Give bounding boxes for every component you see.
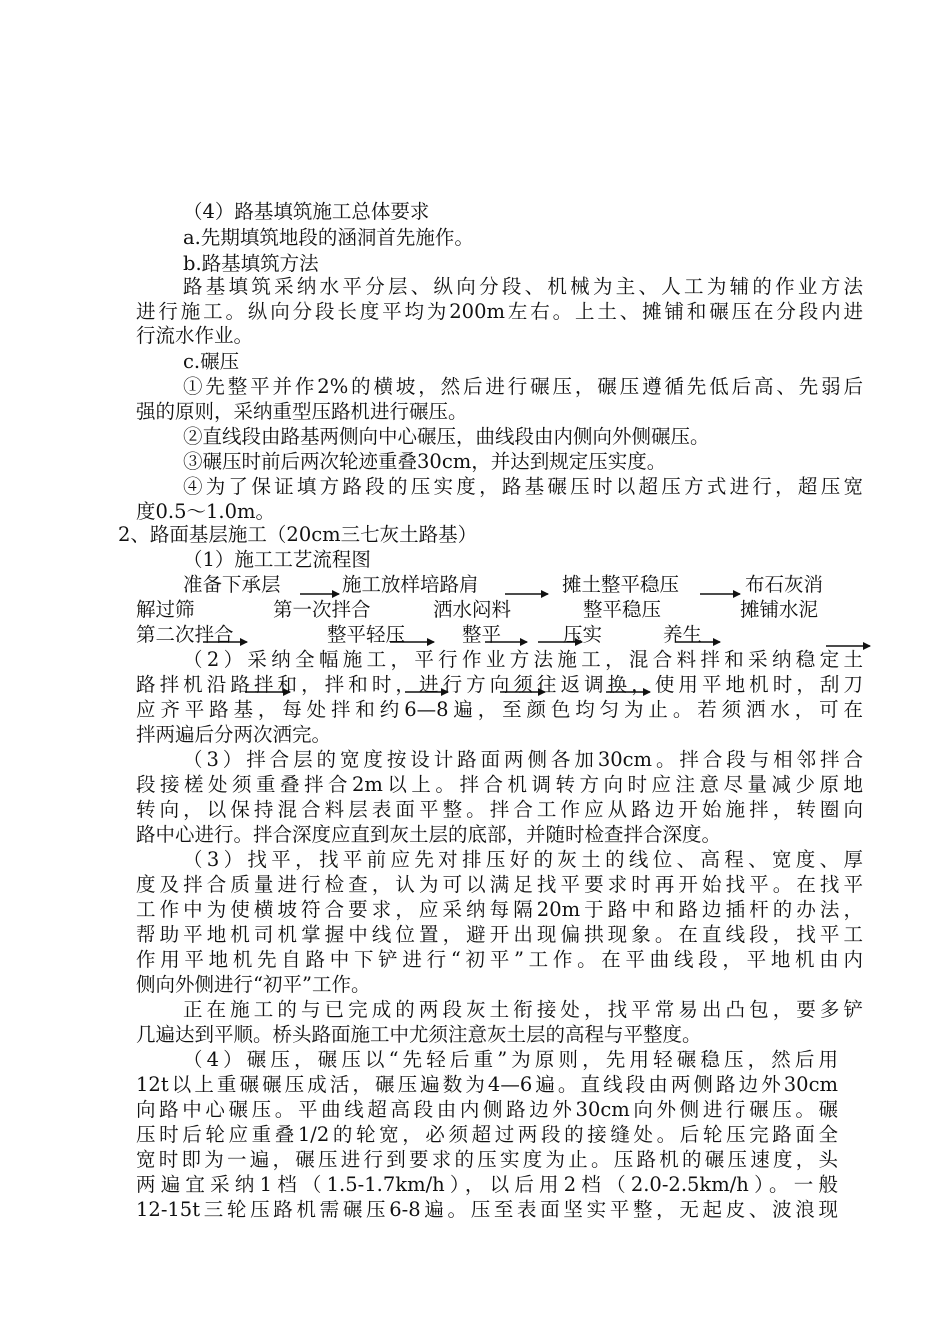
- flow-step: 压实: [563, 623, 603, 646]
- text-line: 转向，以保持混合料层表面平整。拌合工作应从路边开始施拌，转圈向: [136, 798, 863, 821]
- text-line: 侧向外侧进行“初平”工作。: [136, 973, 371, 996]
- flow-step: 摊土整平稳压: [562, 573, 680, 596]
- flow-step: 整平稳压: [583, 598, 662, 621]
- text-line: 应齐平路基，每处拌和约6—8遍，至颜色均匀为止。若须洒水，可在: [136, 698, 863, 721]
- text-line: ②直线段由路基两侧向中心碾压，曲线段由内侧向外侧碾压。: [183, 425, 710, 448]
- text-line: ③碾压时前后两次轮迹重叠30cm，并达到规定压实度。: [183, 450, 667, 473]
- flow-step: 摊铺水泥: [740, 598, 819, 621]
- item-c: c.碾压: [183, 350, 240, 373]
- text-line: （3）拌合层的宽度按设计路面两侧各加30cm。拌合段与相邻拌合: [183, 748, 863, 771]
- text-line: 正在施工的与已完成的两段灰土衔接处，找平常易出凸包，要多铲: [183, 998, 863, 1021]
- text-line: 帮助平地机司机掌握中线位置，避开出现偏拱现象。在直线段，找平工: [136, 923, 863, 946]
- flow-step: 布石灰消: [745, 573, 824, 596]
- text-line: ①先整平并作2%的横坡，然后进行碾压，碾压遵循先低后高、先弱后: [183, 375, 863, 398]
- flow-step: 第一次拌合: [273, 598, 371, 621]
- text-line: 工作中为使横坡符合要求，应采纳每隔20m于路中和路边插杆的办法，: [136, 898, 863, 921]
- text-line: 宽时即为一遍，碾压进行到要求的压实度为止。压路机的碾压速度，头: [136, 1148, 838, 1171]
- text-line: （4）碾压，碾压以“先轻后重”为原则，先用轻碾稳压，然后用: [183, 1048, 838, 1071]
- text-line: （2）采纳全幅施工，平行作业方法施工，混合料拌和采纳稳定土: [183, 648, 863, 671]
- flow-step: 养生: [663, 623, 703, 646]
- text-line: 几遍达到平顺。桥头路面施工中尤须注意灰土层的高程与平整度。: [136, 1023, 702, 1046]
- text-line: 两遍宜采纳1档（1.5-1.7km/h），以后用2档（2.0-2.5km/h）。一般: [136, 1173, 838, 1196]
- text-line: 作用平地机先自路中下铲进行“初平”工作。在平曲线段，平地机由内: [136, 948, 863, 971]
- text-line: 12t以上重碾碾压成活，碾压遍数为4—6遍。直线段由两侧路边外30cm: [136, 1073, 838, 1096]
- text-line: 12-15t三轮压路机需碾压6-8遍。压至表面坚实平整，无起皮、波浪现: [136, 1198, 838, 1221]
- text-line: （3）找平，找平前应先对排压好的灰土的线位、高程、宽度、厚: [183, 848, 863, 871]
- text-line: 路基填筑采纳水平分层、纵向分段、机械为主、人工为辅的作业方法: [183, 275, 863, 298]
- text-line: ④为了保证填方路段的压实度，路基碾压时以超压方式进行，超压宽: [183, 475, 863, 498]
- flow-step: 施工放样培路肩: [342, 573, 479, 596]
- section-heading: 2、路面基层施工（20cm三七灰土路基）: [118, 523, 478, 546]
- text-line: 度0.5～1.0m。: [136, 500, 276, 523]
- flow-step: 解过筛: [136, 598, 195, 621]
- text-line: 路拌机沿路拌和，拌和时，进行方向须往返调换，使用平地机时，刮刀: [136, 673, 863, 696]
- text-line: 强的原则，采纳重型压路机进行碾压。: [136, 400, 468, 423]
- flow-step: 准备下承层: [183, 573, 281, 596]
- flow-step: 整平: [462, 623, 502, 646]
- flow-step: 洒水闷料: [433, 598, 512, 621]
- heading-roadbed-requirements: （4）路基填筑施工总体要求: [183, 200, 430, 223]
- text-line: 向路中心碾压。平曲线超高段由内侧路边外30cm向外侧进行碾压。碾: [136, 1098, 838, 1121]
- text-line: 路中心进行。拌合深度应直到灰土层的底部，并随时检查拌合深度。: [136, 823, 722, 846]
- flow-step: 第二次拌合: [136, 623, 234, 646]
- item-b: b.路基填筑方法: [183, 252, 319, 275]
- text-line: 行流水作业。: [136, 324, 254, 347]
- text-line: 度及拌合质量进行检查，认为可以满足找平要求时再开始找平。在找平: [136, 873, 863, 896]
- item-a: a.先期填筑地段的涵洞首先施作。: [183, 226, 474, 249]
- flow-heading: （1）施工工艺流程图: [183, 548, 371, 571]
- text-line: 拌两遍后分两次洒完。: [136, 723, 332, 746]
- text-line: 压时后轮应重叠1/2的轮宽，必须超过两段的接缝处。后轮压完路面全: [136, 1123, 838, 1146]
- text-line: 段接槎处须重叠拌合2m以上。拌合机调转方向时应注意尽量减少原地: [136, 773, 863, 796]
- text-line: 进行施工。纵向分段长度平均为200m左右。上土、摊铺和碾压在分段内进: [136, 300, 863, 323]
- flow-step: 整平轻压: [327, 623, 406, 646]
